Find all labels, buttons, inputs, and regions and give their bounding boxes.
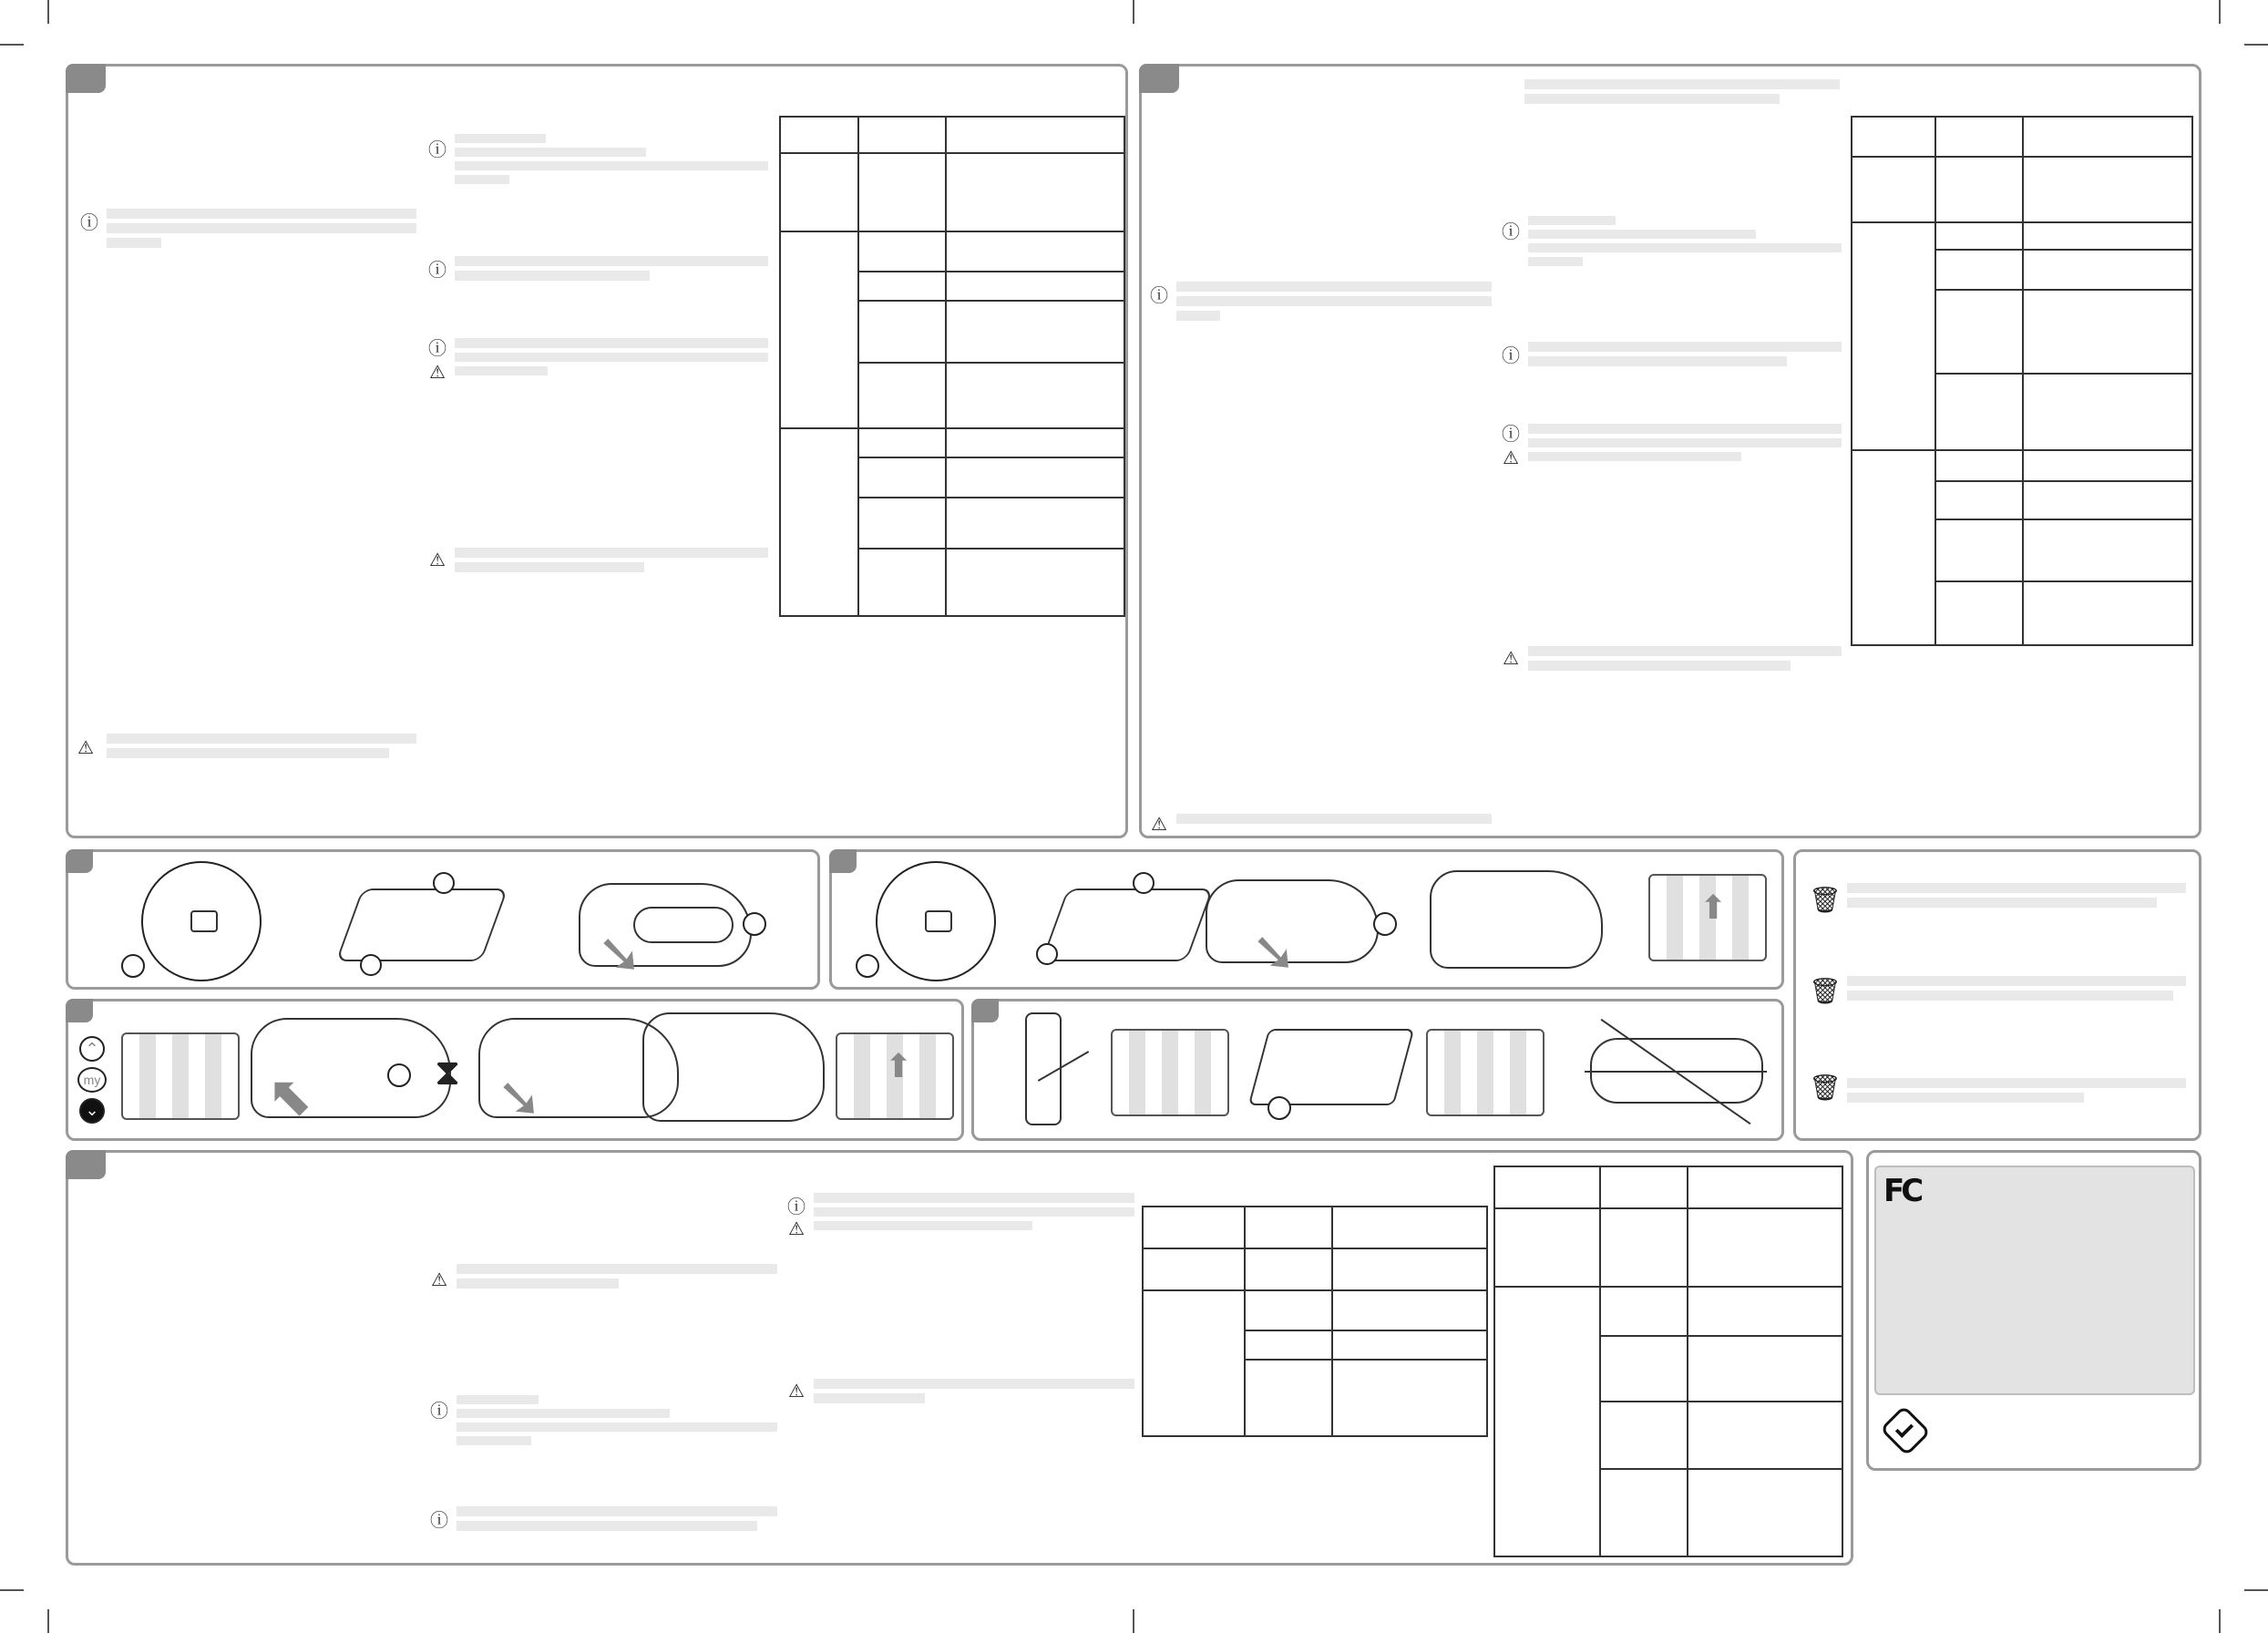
rotary-switch-illustration: [141, 861, 262, 981]
redacted-text: [455, 175, 509, 184]
remote-my-button[interactable]: my: [77, 1067, 107, 1093]
redacted-text: [1524, 94, 1780, 104]
crop-mark: [1133, 0, 1134, 24]
crop-mark: [0, 44, 24, 46]
callout-marker: [360, 954, 382, 976]
arrow-up-icon: ⬆: [1699, 889, 1728, 927]
redacted-text: [107, 223, 416, 233]
illustration-panel-c: [66, 999, 964, 1141]
crop-mark: [2219, 0, 2221, 24]
redacted-text: [457, 1264, 777, 1274]
redacted-text: [1524, 79, 1840, 89]
redacted-text: [455, 256, 768, 266]
warning-icon: ⚠: [431, 1268, 447, 1290]
redacted-text: [107, 748, 389, 758]
crop-mark: [1133, 1609, 1134, 1633]
callout-marker: [387, 1063, 411, 1087]
section-tab: [66, 999, 93, 1022]
info-icon: ⓘ: [430, 1400, 448, 1422]
warning-icon: ⚠: [1151, 813, 1167, 835]
info-icon: ⓘ: [430, 1509, 448, 1531]
redacted-text: [107, 734, 416, 744]
redacted-text: [1528, 216, 1616, 225]
redacted-text: [457, 1422, 777, 1432]
dial-arrow: [190, 910, 218, 932]
remote-up-button[interactable]: ⌃: [79, 1036, 105, 1062]
warning-icon: ⚠: [788, 1217, 805, 1239]
illustration-panel-b: [829, 849, 1784, 990]
arrow-up-icon: ⬆: [885, 1048, 913, 1085]
redacted-text: [1176, 282, 1492, 292]
crop-mark: [2244, 1589, 2268, 1591]
callout-marker: [121, 954, 145, 978]
redacted-text: [455, 353, 768, 362]
redacted-text: [455, 134, 546, 143]
redacted-text: [1176, 814, 1492, 824]
redacted-text: [1528, 356, 1787, 366]
illustration-panel-d: [971, 999, 1784, 1141]
redacted-text: [1528, 452, 1741, 461]
warning-icon: ⚠: [1503, 447, 1519, 468]
spec-table: [1493, 1166, 1843, 1557]
section-panel-3: [66, 1150, 1853, 1566]
callout-marker: [433, 872, 455, 894]
disposal-panel: [1793, 849, 2201, 1141]
battery-compartment-illustration: [1248, 1029, 1415, 1105]
crop-mark: [2244, 44, 2268, 46]
crop-mark: [47, 0, 49, 24]
dial-arrow: [925, 910, 952, 932]
redacted-text: [1528, 438, 1842, 447]
redacted-text: [457, 1409, 670, 1418]
redacted-text: [1847, 1093, 2084, 1103]
redacted-text: [107, 238, 161, 248]
arrow-down-right-icon: ➘: [1251, 920, 1298, 984]
info-icon: ⓘ: [787, 1196, 806, 1217]
redacted-text: [457, 1395, 539, 1404]
redacted-text: [814, 1221, 1032, 1230]
section-tab: [971, 999, 999, 1022]
section-tab: [66, 1150, 106, 1179]
redacted-text: [1847, 883, 2186, 893]
info-icon: ⓘ: [1502, 221, 1520, 242]
redacted-text: [1528, 243, 1842, 252]
section-panel-2: [1139, 64, 2201, 838]
redacted-text: [1847, 1078, 2186, 1088]
crop-mark: [0, 1589, 24, 1591]
section-tab: [66, 849, 93, 873]
callout-marker: [1373, 912, 1397, 936]
fcc-notice-box: [1874, 1166, 2195, 1395]
redacted-text: [1528, 342, 1842, 352]
remote-control-illustration: [76, 1036, 108, 1127]
spec-table: [779, 116, 1125, 617]
illustration-panel-a: [66, 849, 820, 990]
warning-icon: ⚠: [788, 1380, 805, 1402]
blind-illustration: [1111, 1029, 1229, 1116]
redacted-text: [1176, 296, 1492, 306]
blind-illustration: [121, 1032, 240, 1120]
sensor-device-illustration: [1041, 888, 1213, 961]
redacted-text: [1528, 661, 1791, 671]
warning-icon: ⚠: [77, 736, 94, 758]
warning-icon: ⚠: [429, 549, 446, 570]
crossed-bin-icon: 🗑: [1809, 1073, 1842, 1103]
hand-pressing-illustration: [642, 1012, 825, 1122]
blind-illustration: [1426, 1029, 1544, 1116]
info-icon: ⓘ: [428, 337, 446, 359]
warning-icon: ⚠: [429, 361, 446, 383]
crossed-bin-icon: 🗑: [1809, 976, 1842, 1006]
redacted-text: [814, 1207, 1134, 1217]
crossed-bin-icon: 🗑: [1809, 885, 1842, 915]
redacted-text: [457, 1279, 619, 1289]
redacted-text: [1847, 991, 2173, 1001]
callout-marker: [856, 954, 879, 978]
redacted-text: [455, 548, 768, 558]
callout-marker: [743, 912, 766, 936]
crop-mark: [2219, 1609, 2221, 1633]
callout-marker: [1267, 1096, 1291, 1120]
section-tab: [829, 849, 857, 873]
info-icon: ⓘ: [1502, 423, 1520, 445]
redacted-text: [455, 562, 644, 572]
warning-icon: ⚠: [1503, 647, 1519, 669]
info-icon: ⓘ: [1502, 344, 1520, 366]
fcc-logo: FC: [1883, 1173, 1921, 1209]
redacted-text: [1528, 257, 1583, 266]
callout-marker: [1036, 943, 1058, 965]
checkmark: [1895, 1420, 1914, 1438]
redacted-text: [457, 1436, 531, 1445]
button-illustration: [633, 907, 734, 943]
redacted-text: [1528, 424, 1842, 434]
crop-mark: [47, 1609, 49, 1633]
rcm-mark-icon: [1880, 1405, 1931, 1456]
hourglass-icon: ⧗: [434, 1052, 461, 1094]
redacted-text: [455, 366, 548, 375]
redacted-text: [814, 1193, 1134, 1203]
section-tab: [66, 64, 106, 93]
redacted-text: [457, 1506, 777, 1516]
info-icon: ⓘ: [1150, 284, 1168, 306]
redacted-text: [1176, 311, 1220, 321]
redacted-text: [1847, 976, 2186, 986]
arrow-up-left-icon: ⬉: [267, 1064, 313, 1128]
redacted-text: [1847, 898, 2157, 908]
redacted-text: [457, 1521, 757, 1531]
section-tab: [1139, 64, 1179, 93]
arrow-down-right-icon: ➘: [597, 922, 643, 986]
section-panel-1: [66, 64, 1128, 838]
redacted-text: [1528, 646, 1842, 656]
certification-panel: [1866, 1150, 2201, 1471]
redacted-text: [455, 338, 768, 348]
spec-table: [1851, 116, 2193, 646]
redacted-text: [814, 1379, 1134, 1389]
info-icon: ⓘ: [428, 139, 446, 160]
sensor-device-illustration: [335, 888, 508, 961]
redacted-text: [455, 271, 650, 281]
info-icon: ⓘ: [80, 211, 98, 233]
remote-down-button[interactable]: ⌄: [79, 1098, 105, 1124]
hand-pressing-illustration: [1430, 870, 1603, 969]
arrow-down-right-icon: ➘: [497, 1066, 543, 1130]
redacted-text: [1528, 230, 1756, 239]
redacted-text: [814, 1393, 925, 1403]
redacted-text: [455, 148, 646, 157]
info-icon: ⓘ: [428, 259, 446, 281]
callout-marker: [1133, 872, 1155, 894]
redacted-text: [107, 209, 416, 219]
rotary-switch-illustration: [876, 861, 996, 981]
spec-table: [1142, 1206, 1488, 1437]
redacted-text: [455, 161, 768, 170]
cross-line: [1585, 1071, 1767, 1073]
